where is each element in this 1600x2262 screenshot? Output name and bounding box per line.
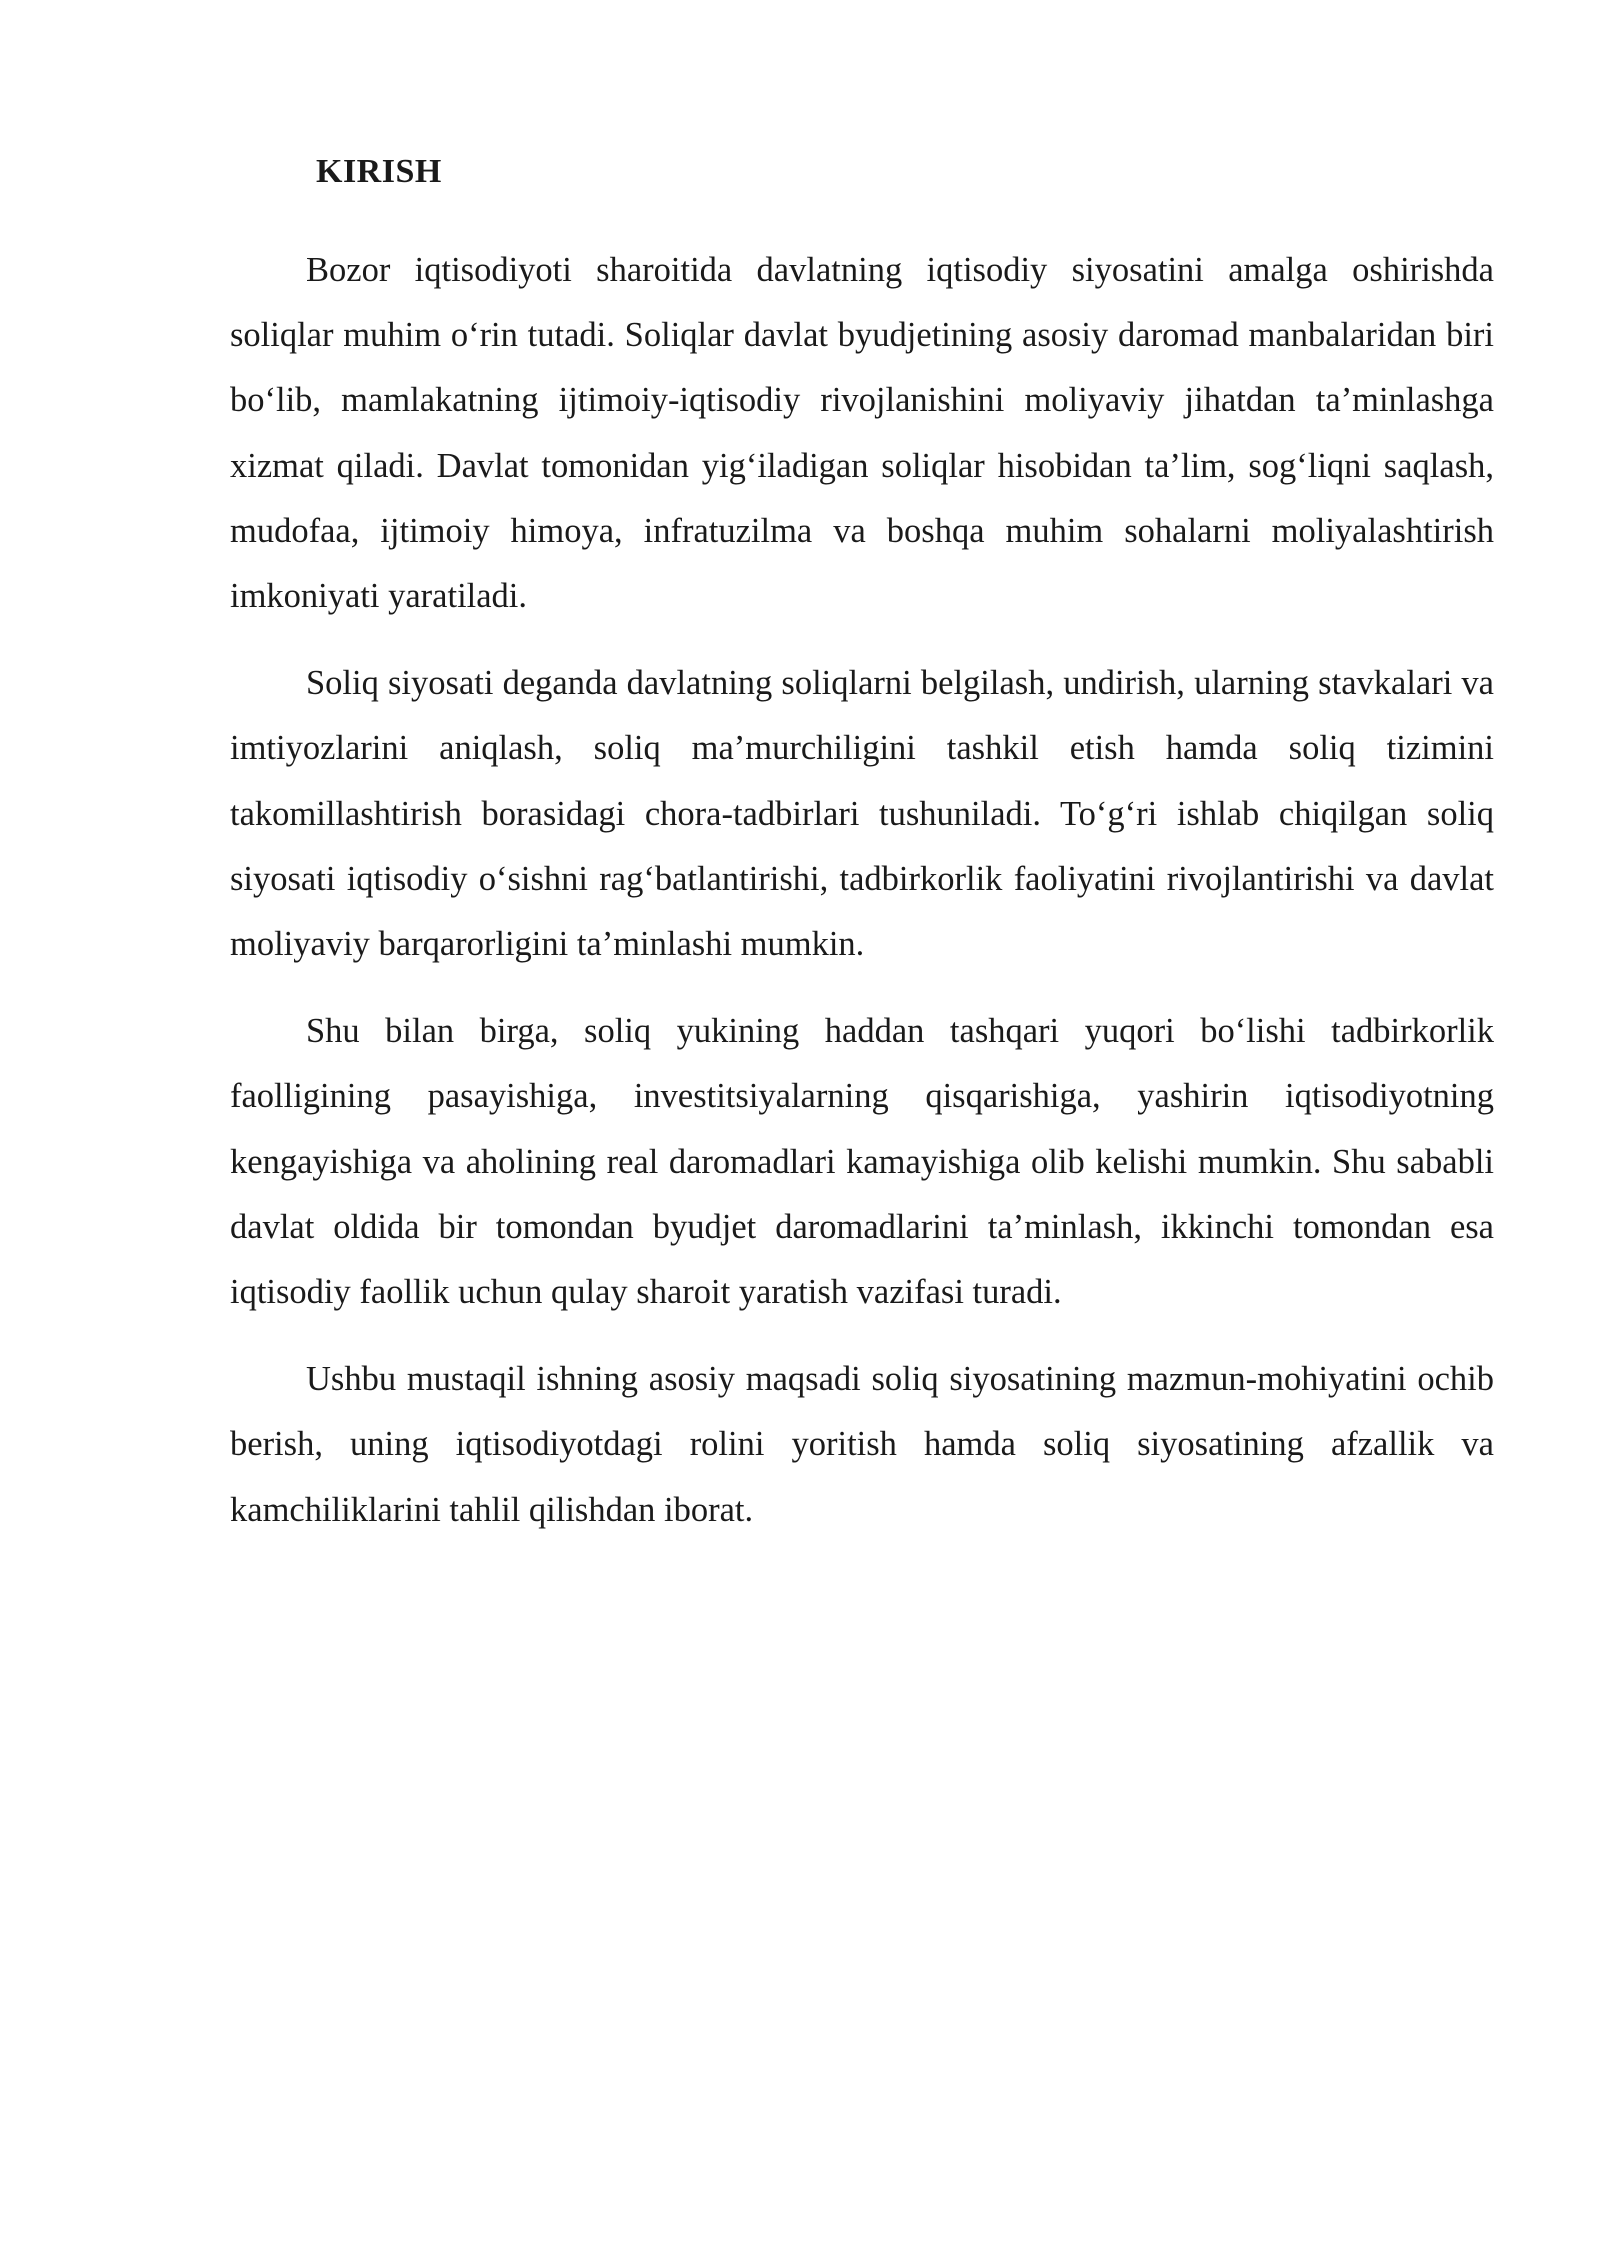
paragraph-4: Ushbu mustaqil ishning asosiy maqsadi soliq siyosatining mazmun-mohiyatini ochib berish, uning iqtisodiyotdagi rolini yoritish hamda soliq siyosatining afzallik va kamchiliklarini tahlil qilishdan iborat.: [230, 1360, 1494, 1529]
section-heading: KIRISH: [316, 153, 442, 190]
body-text: [230, 238, 1494, 1565]
paragraph-2: Soliq siyosati deganda davlatning soliqlarni belgilash, undirish, ularning stavkalari va imtiyozlarini aniqlash, soliq ma’murchiligini tashkil etish hamda soliq tizimini takomillashtirish borasidagi chora-tadbirlari tushuniladi. To‘g‘ri ishlab chiqilgan soliq siyosati iqtisodiy o‘sishni rag‘batlantirishi, tadbirkorlik faoliyatini rivojlantirishi va davlat moliyaviy barqarorligini ta’minlashi mumkin.: [230, 664, 1494, 964]
paragraph-1: Bozor iqtisodiyoti sharoitida davlatning iqtisodiy siyosatini amalga oshirishda soliqlar muhim o‘rin tutadi. Soliqlar davlat byudjetining asosiy daromad manbalaridan biri bo‘lib, mamlakatning ijtimoiy-iqtisodiy rivojlanishini moliyaviy jihatdan ta’minlashga xizmat qiladi. Davlat tomonidan yig‘iladigan soliqlar hisobidan ta’lim, sog‘liqni saqlash, mudofaa, ijtimoiy himoya, infratuzilma va boshqa muhim sohalarni moliyalashtirish imkoniyati yaratiladi.: [230, 251, 1494, 616]
paragraph-3: Shu bilan birga, soliq yukining haddan tashqari yuqori bo‘lishi tadbirkorlik faolligining pasayishiga, investitsiyalarning qisqarishiga, yashirin iqtisodiyotning kengayishiga va aholining real daromadlari kamayishiga olib kelishi mumkin. Shu sababli davlat oldida bir tomondan byudjet daromadlarini ta’minlash, ikkinchi tomondan esa iqtisodiy faollik uchun qulay sharoit yaratish vazifasi turadi.: [230, 1012, 1494, 1312]
